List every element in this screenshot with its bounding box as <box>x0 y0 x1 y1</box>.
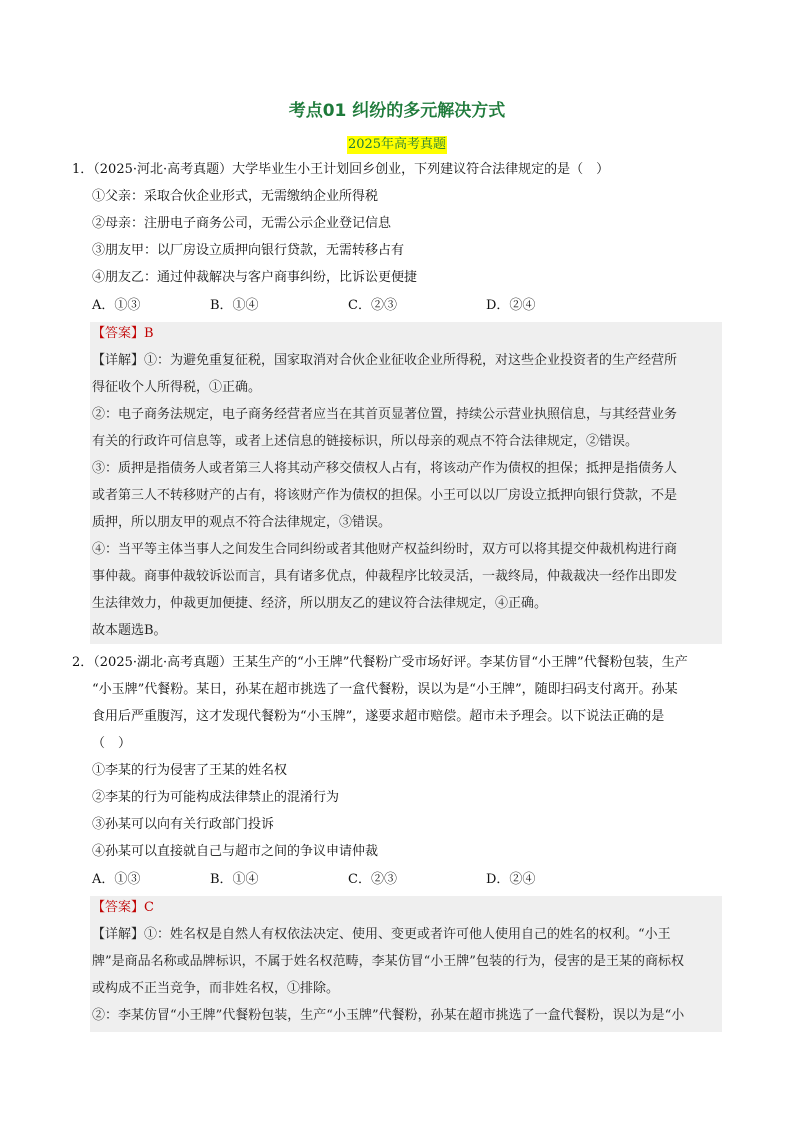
q2-stem-3: 食用后严重腹泻，这才发现代餐粉为“小玉牌”，遂要求超市赔偿。超市未予理会。以下说法正确的是 <box>92 709 665 724</box>
q2-choice-b: B．①④ <box>210 872 259 887</box>
q2-detail-1b: 牌”是商品名称或品牌标识，不属于姓名权范畴，李某仿冒“小王牌”包装的行为，侵害的是王某的商标权 <box>92 954 684 969</box>
q2-option-1: ①李某的行为侵害了王某的姓名权 <box>92 763 288 778</box>
q1-answer-block <box>90 322 722 644</box>
q1-conclusion: 故本题选B。 <box>92 623 167 638</box>
q2-choice-c: C．②③ <box>348 872 397 887</box>
q1-choice-d: D．②④ <box>486 298 536 313</box>
q2-stem-4: （ ） <box>92 736 132 751</box>
q1-detail-3a: ③：质押是指债务人或者第三人将其动产移交债权人占有，将该动产作为债权的担保；抵押是指债务人 <box>92 461 678 476</box>
q1-option-4: ④朋友乙：通过仲裁解决与客户商事纠纷，比诉讼更便捷 <box>92 270 418 285</box>
q1-choice-b: B．①④ <box>210 298 259 313</box>
q2-stem-2: “小玉牌”代餐粉。某日，孙某在超市挑选了一盒代餐粉，误以为是“小王牌”，随即扫码支付离开。孙某 <box>92 682 678 697</box>
q1-choice-a: A．①③ <box>92 298 141 313</box>
q2-option-4: ④孙某可以直接就自己与超市之间的争议申请仲裁 <box>92 844 379 859</box>
q2-detail-1c: 或构成不正当竞争，而非姓名权，①排除。 <box>92 981 340 996</box>
q2-answer: 【答案】C <box>92 900 154 915</box>
q2-choice-d: D．②④ <box>486 872 536 887</box>
q2-detail-1a: 【详解】①：姓名权是自然人有权依法决定、使用、变更或者许可他人使用自己的姓名的权利。“小王 <box>92 927 671 942</box>
q1-detail-2b: 有关的行政许可信息等，或者上述信息的链接标识，所以母亲的观点不符合法律规定，②错误。 <box>92 434 639 449</box>
q1-option-3: ③朋友甲：以厂房设立质押向银行贷款，无需转移占有 <box>92 243 405 258</box>
section-subtitle: 2025年高考真题 <box>347 137 447 152</box>
page-title: 考点01 纠纷的多元解决方式 <box>288 101 506 121</box>
q1-detail-3b: 或者第三人不转移财产的占有，将该财产作为债权的担保。小王可以以厂房设立抵押向银行贷款，不是 <box>92 488 678 503</box>
q1-detail-4a: ④：当平等主体当事人之间发生合同纠纷或者其他财产权益纠纷时，双方可以将其提交仲裁机构进行商 <box>92 542 678 557</box>
q1-answer: 【答案】B <box>92 326 154 341</box>
q2-choice-a: A．①③ <box>92 872 141 887</box>
q2-option-3: ③孙某可以向有关行政部门投诉 <box>92 817 275 832</box>
q1-detail-1a: 【详解】①：为避免重复征税，国家取消对合伙企业征收企业所得税，对这些企业投资者的生产经营所 <box>92 353 678 368</box>
q1-option-1: ①父亲：采取合伙企业形式，无需缴纳企业所得税 <box>92 189 379 204</box>
q1-stem: 1．（2025·河北·高考真题）大学毕业生小王计划回乡创业，下列建议符合法律规定的是（ ） <box>72 162 610 177</box>
q1-detail-2a: ②：电子商务法规定，电子商务经营者应当在其首页显著位置，持续公示营业执照信息，与其经营业务 <box>92 407 678 422</box>
subtitle-wrap <box>0 133 794 154</box>
q1-detail-4b: 事仲裁。商事仲裁较诉讼而言，具有诸多优点，仲裁程序比较灵活，一裁终局，仲裁裁决一经作出即发 <box>92 569 678 584</box>
q2-detail-2a: ②：李某仿冒“小王牌”代餐粉包装，生产“小玉牌”代餐粉，孙某在超市挑选了一盒代餐粉，误以为是“小 <box>92 1008 685 1023</box>
q2-answer-block <box>90 896 722 1032</box>
q2-stem-1: 2．（2025·湖北·高考真题）王某生产的“小王牌”代餐粉广受市场好评。李某仿冒“小王牌”代餐粉包装，生产 <box>72 655 688 670</box>
q1-option-2: ②母亲：注册电子商务公司，无需公示企业登记信息 <box>92 216 392 231</box>
q2-option-2: ②李某的行为可能构成法律禁止的混淆行为 <box>92 790 340 805</box>
q1-detail-3c: 质押，所以朋友甲的观点不符合法律规定，③错误。 <box>92 515 392 530</box>
q1-detail-1b: 得征收个人所得税，①正确。 <box>92 380 262 395</box>
q1-detail-4c: 生法律效力，仲裁更加便捷、经济，所以朋友乙的建议符合法律规定，④正确。 <box>92 596 548 611</box>
q1-choice-c: C．②③ <box>348 298 397 313</box>
